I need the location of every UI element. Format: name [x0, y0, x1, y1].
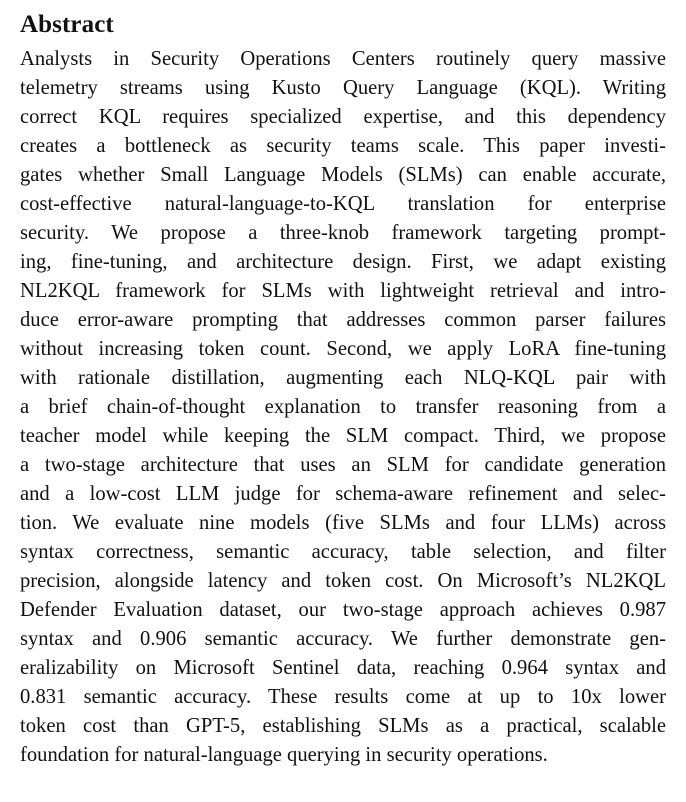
abstract-heading: Abstract	[20, 11, 114, 38]
abstract-line: with rationale distillation, augmenting each NLQ-KQL pair with	[20, 367, 666, 389]
abstract-line: token cost than GPT-5, establishing SLMs as a practical, scalable	[20, 715, 666, 737]
abstract-line: NL2KQL framework for SLMs with lightweight retrieval and intro-	[20, 280, 666, 302]
abstract-line: ing, fine-tuning, and architecture design. First, we adapt existing	[20, 251, 666, 273]
abstract-line: security. We propose a three-knob framework targeting prompt-	[20, 222, 666, 244]
abstract-line: Analysts in Security Operations Centers routinely query massive	[20, 48, 666, 70]
abstract-line: without increasing token count. Second, we apply LoRA fine-tuning	[20, 338, 666, 360]
abstract-body	[20, 45, 666, 770]
abstract-line: and a low-cost LLM judge for schema-aware refinement and selec-	[20, 483, 666, 505]
abstract-line: Defender Evaluation dataset, our two-stage approach achieves 0.987	[20, 599, 666, 621]
abstract-line: a two-stage architecture that uses an SLM for candidate generation	[20, 454, 666, 476]
abstract-line: syntax correctness, semantic accuracy, table selection, and filter	[20, 541, 666, 563]
abstract-line: precision, alongside latency and token cost. On Microsoft’s NL2KQL	[20, 570, 666, 592]
abstract-line: 0.831 semantic accuracy. These results come at up to 10x lower	[20, 686, 666, 708]
abstract-line: foundation for natural-language querying in security operations.	[20, 744, 548, 766]
abstract-line: syntax and 0.906 semantic accuracy. We further demonstrate gen-	[20, 628, 666, 650]
abstract-line: correct KQL requires specialized expertise, and this dependency	[20, 106, 666, 128]
abstract-line: duce error-aware prompting that addresses common parser failures	[20, 309, 666, 331]
abstract-line: tion. We evaluate nine models (five SLMs and four LLMs) across	[20, 512, 666, 534]
abstract-line: eralizability on Microsoft Sentinel data, reaching 0.964 syntax and	[20, 657, 666, 679]
abstract-line: creates a bottleneck as security teams scale. This paper investi-	[20, 135, 666, 157]
abstract-line: teacher model while keeping the SLM compact. Third, we propose	[20, 425, 666, 447]
abstract-line: gates whether Small Language Models (SLMs) can enable accurate,	[20, 164, 666, 186]
abstract-line: a brief chain-of-thought explanation to transfer reasoning from a	[20, 396, 666, 418]
abstract-line: cost-effective natural-language-to-KQL translation for enterprise	[20, 193, 666, 215]
abstract-line: telemetry streams using Kusto Query Language (KQL). Writing	[20, 77, 666, 99]
